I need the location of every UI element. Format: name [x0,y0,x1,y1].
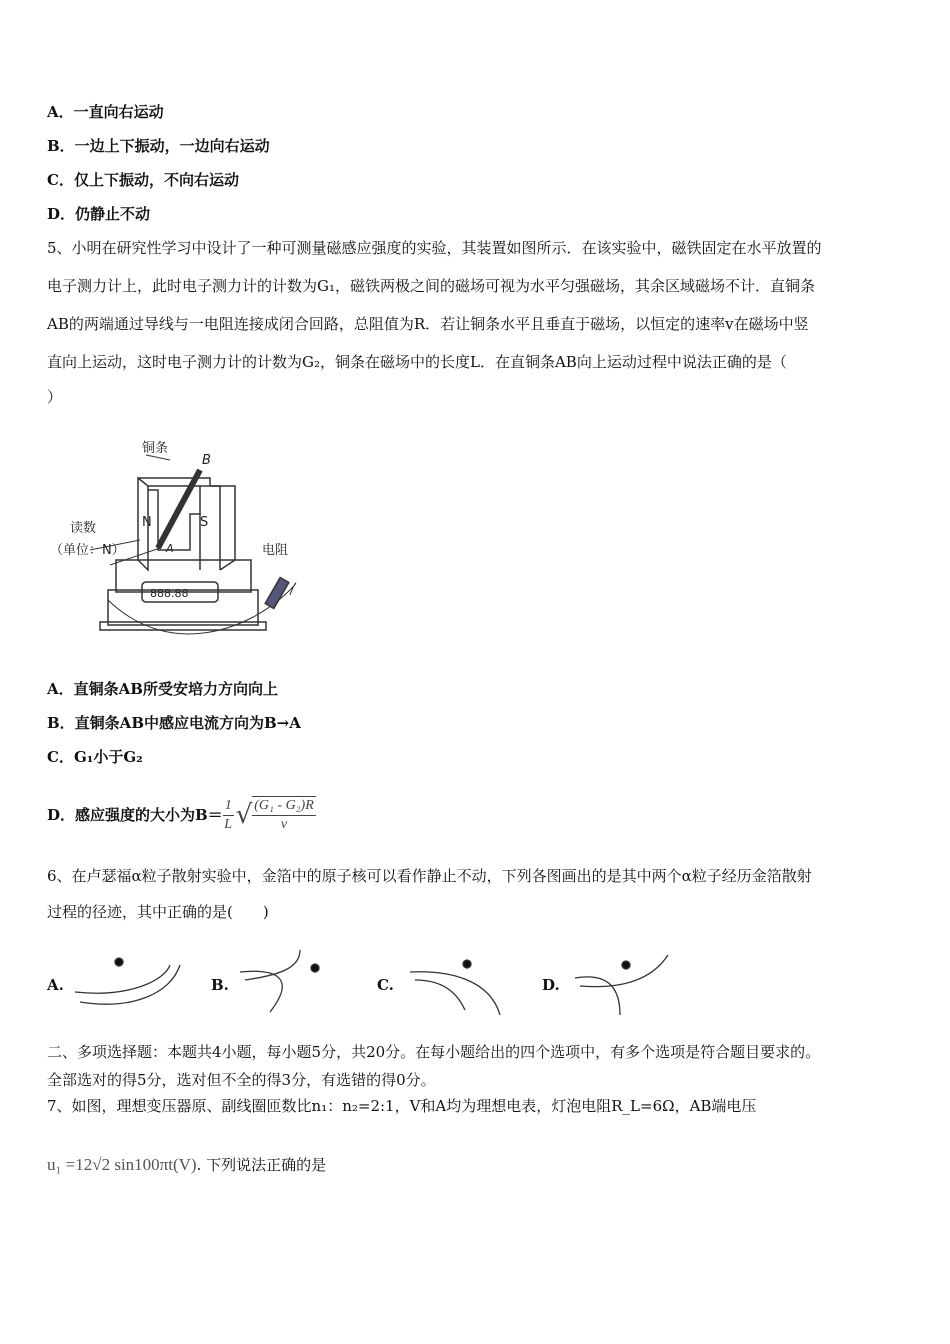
q5-option-c: C．G₁小于G₂ [47,748,143,766]
alpha-scattering-figures [70,950,670,1025]
section2-heading: 二、多项选择题：本题共4小题，每小题5分，共20分。在每小题给出的四个选项中，有多个选项是符合题目要求的。 [47,1043,821,1061]
label-b: B [202,453,211,468]
q5-line: ） [47,388,63,406]
q4-option-a: A．一直向右运动 [47,103,164,121]
option-d-prefix: D．感应强度的大小为B＝ [47,806,223,824]
section2-heading: 全部选对的得5分，选对但不全的得3分，有选错的得0分。 [47,1071,436,1089]
q6-option-d: D. [542,976,560,994]
sqrt-sign: √ [235,800,253,830]
q5-line: 电子测力计上，此时电子测力计的计数为G₁，磁铁两极之间的磁场可视为水平匀强磁场，其余区域磁场不计．直铜条 [47,277,816,295]
voltage-formula: u₁ =12√2 sin100πt(V) [47,1155,197,1174]
label-unit: （单位：N） [50,543,125,558]
label-resistor: 电阻 [262,543,289,558]
q5-option-a: A．直铜条AB所受安培力方向向上 [47,680,278,698]
q5-line: 5、小明在研究性学习中设计了一种可测量磁感应强度的实验，其装置如图所示．在该实验中，磁铁固定在水平放置的 [47,239,822,257]
q4-option-c: C．仅上下振动，不向右运动 [47,171,239,189]
q4-option-d: D．仍静止不动 [47,205,151,223]
q6-option-a: A. [47,976,64,994]
label-copper: 铜条 [142,441,169,456]
fraction-one-over-l: 1 L [224,797,233,832]
q5-option-b: B．直铜条AB中感应电流方向为B→A [47,714,301,732]
q4-option-b: B．一边上下振动，一边向右运动 [47,137,270,155]
magnet-experiment-figure [50,430,310,635]
label-reading: 读数 [70,521,97,536]
q6-option-c: C. [377,976,394,994]
q7-line: 7、如图，理想变压器原、副线圈匝数比n₁：n₂=2:1，V和A均为理想电表，灯泡电阻R_L=6Ω，AB端电压 [47,1097,757,1115]
fraction-radicand: (G₁ - G₂)R v [254,798,314,832]
label-display: 888.88 [150,587,189,600]
q6-option-b: B. [211,976,229,994]
q5-line: AB的两端通过导线与一电阻连接成闭合回路，总阻值为R．若让铜条水平且垂直于磁场，以恒定的速率v在磁场中竖 [47,315,809,333]
q5-line: 直向上运动，这时电子测力计的计数为G₂，铜条在磁场中的长度L．在直铜条AB向上运动过程中说法正确的是（ [47,353,787,371]
q7-line2: u₁ =12√2 sin100πt(V). 下列说法正确的是 [47,1155,327,1174]
q6-line: 过程的径迹，其中正确的是( ) [47,903,269,921]
q6-line: 6、在卢瑟福α粒子散射实验中，金箔中的原子核可以看作静止不动，下列各图画出的是其中两个α粒子经历金箔散射 [47,867,812,885]
q5-option-d [47,793,316,837]
label-s: S [200,515,209,530]
label-n: N [142,515,152,530]
label-a: A [166,542,174,555]
